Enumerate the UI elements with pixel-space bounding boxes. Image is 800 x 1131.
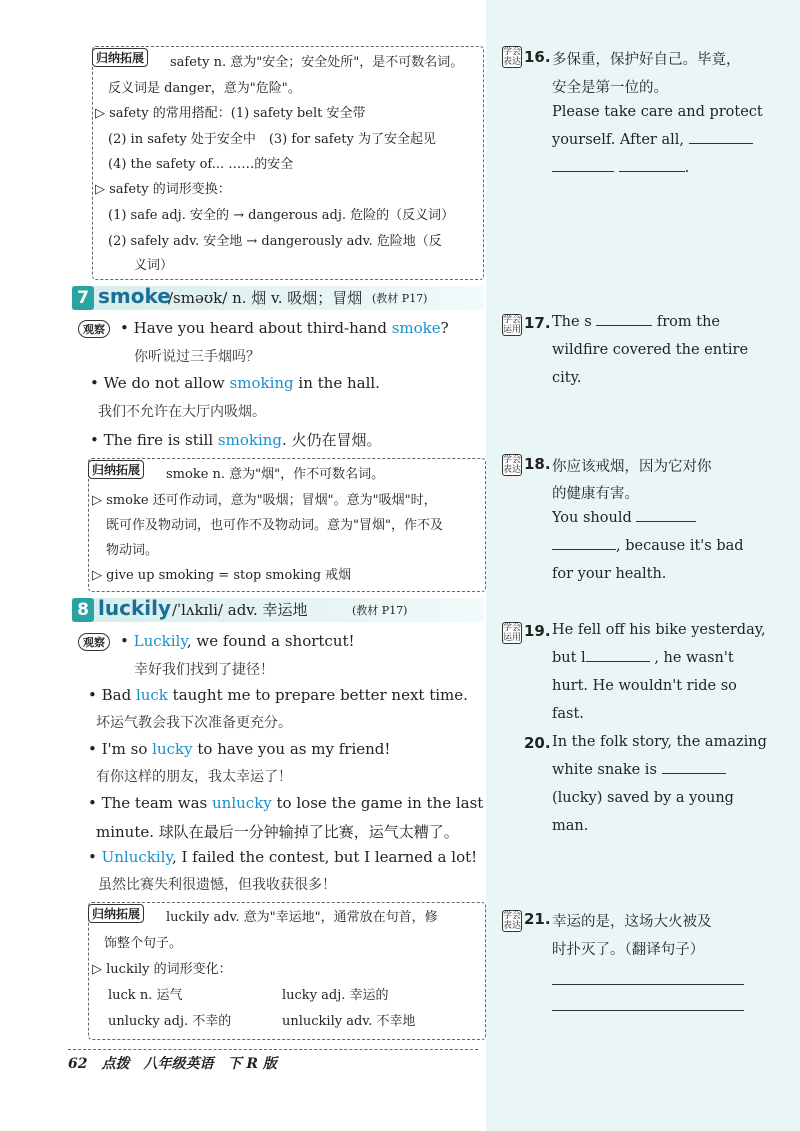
answer-blank[interactable] <box>552 171 614 172</box>
question-text: , because it's bad <box>552 538 744 554</box>
example-translation: 有你这样的朋友，我太幸运了！ <box>96 769 292 785</box>
question-text: You should <box>552 510 696 526</box>
question-text: yourself. After all, <box>552 132 753 148</box>
summary-line: ▷ give up smoking = stop smoking 戒烟 <box>92 568 352 583</box>
summary-line: (4) the safety of... ……的安全 <box>108 157 294 172</box>
entry-header-luckily <box>72 598 484 622</box>
answer-line[interactable] <box>552 1010 744 1011</box>
page-footer: 62 点拨 八年级英语 下 R 版 <box>68 1056 277 1072</box>
summary-line: lucky adj. 幸运的 <box>282 988 389 1003</box>
example-sentence: • Luckily, we found a shortcut! <box>120 632 355 650</box>
answer-blank[interactable] <box>586 661 650 662</box>
example-sentence: • Have you heard about third-hand smoke? <box>120 319 449 337</box>
question-text: hurt. He wouldn't ride so <box>552 678 737 694</box>
entry-number: 8 <box>72 598 94 622</box>
entry-number: 7 <box>72 286 94 310</box>
entry-phonetic: /sməʊk/ n. 烟 v. 吸烟；冒烟 <box>168 289 363 307</box>
question-text: Please take care and protect <box>552 104 763 120</box>
summary-line: luck n. 运气 <box>108 988 183 1003</box>
question-text: white snake is <box>552 762 726 778</box>
answer-line: . <box>552 160 689 176</box>
answer-line[interactable] <box>552 984 744 985</box>
question-number: 20. <box>524 734 551 752</box>
question-text: 多保重，保护好自己。毕竟， <box>552 52 741 68</box>
question-text: (lucky) saved by a young <box>552 790 734 806</box>
example-translation: 虽然比赛失利很遗憾，但我收获很多！ <box>98 877 336 893</box>
summary-line: unluckily adv. 不幸地 <box>282 1014 416 1029</box>
textbook-ref: (教材 P17) <box>352 604 408 617</box>
summary-line: 饰整个句子。 <box>104 936 183 951</box>
question-text: man. <box>552 818 589 834</box>
question-text: city. <box>552 370 582 386</box>
answer-blank[interactable] <box>619 171 685 172</box>
example-translation: 你听说过三手烟吗？ <box>134 349 260 365</box>
summary-line: 既可作及物动词，也可作不及物动词。意为"冒烟"，作不及 <box>106 518 443 533</box>
entry-word: luckily <box>98 596 171 620</box>
summary-line: (2) in safety 处于安全中 (3) for safety 为了安全起见 <box>108 132 436 147</box>
answer-blank[interactable] <box>596 325 652 326</box>
textbook-ref: (教材 P17) <box>372 292 428 305</box>
question-text: wildfire covered the entire <box>552 342 749 358</box>
question-number: 21. <box>524 910 551 928</box>
apply-icon: 学会运用 <box>503 623 522 643</box>
summary-line: smoke n. 意为"烟"，作不可数名词。 <box>166 467 385 482</box>
observe-badge: 观察 <box>78 320 110 338</box>
express-icon: 学会表达 <box>503 47 522 67</box>
example-sentence: • Bad luck taught me to prepare better next time. <box>88 686 468 704</box>
example-translation: 坏运气教会我下次准备更充分。 <box>96 715 292 731</box>
question-number: 16. <box>524 48 551 66</box>
question-text: 幸运的是，这场大火被及 <box>552 914 712 930</box>
question-text: 时扑灭了。（翻译句子） <box>552 942 705 958</box>
summary-tag: 归纳拓展 <box>88 904 144 923</box>
question-text: 的健康有害。 <box>552 486 639 502</box>
answer-blank[interactable] <box>662 773 726 774</box>
summary-tag: 归纳拓展 <box>88 460 144 479</box>
answer-blank[interactable] <box>689 143 753 144</box>
express-icon: 学会表达 <box>503 455 522 475</box>
footer-rule <box>68 1049 478 1050</box>
summary-line: 义词） <box>134 258 174 273</box>
question-number: 19. <box>524 622 551 640</box>
entry-word: smoke <box>98 284 171 308</box>
answer-blank[interactable] <box>552 549 616 550</box>
summary-line: safety n. 意为"安全；安全处所"，是不可数名词。 <box>170 55 464 70</box>
summary-line: unlucky adj. 不幸的 <box>108 1014 232 1029</box>
example-translation: 我们不允许在大厅内吸烟。 <box>98 404 266 420</box>
question-number: 18. <box>524 455 551 473</box>
question-text: 你应该戒烟，因为它对你 <box>552 459 712 475</box>
express-icon: 学会表达 <box>503 911 522 931</box>
question-text: He fell off his bike yesterday, <box>552 622 766 638</box>
example-sentence: • The fire is still smoking. 火仍在冒烟。 <box>90 431 382 449</box>
example-sentence-cont: minute. 球队在最后一分钟输掉了比赛，运气太糟了。 <box>96 823 459 841</box>
question-text: 安全是第一位的。 <box>552 80 668 96</box>
summary-line: ▷ safety 的词形变换： <box>95 182 231 197</box>
entry-phonetic: /ˈlʌkɪli/ adv. 幸运地 <box>172 601 308 619</box>
question-text: for your health. <box>552 566 667 582</box>
summary-line: ▷ luckily 的词形变化： <box>92 962 232 977</box>
question-text: In the folk story, the amazing <box>552 734 767 750</box>
question-text: but l , he wasn't <box>552 650 734 666</box>
example-translation: 幸好我们找到了捷径！ <box>134 662 274 678</box>
example-sentence: • Unluckily, I failed the contest, but I learned a lot! <box>88 848 478 866</box>
summary-line: ▷ smoke 还可作动词，意为"吸烟；冒烟"。意为"吸烟"时， <box>92 493 437 508</box>
summary-line: luckily adv. 意为"幸运地"，通常放在句首，修 <box>166 910 438 925</box>
example-sentence: • The team was unlucky to lose the game in the last <box>88 794 484 812</box>
summary-line: ▷ safety 的常用搭配：(1) safety belt 安全带 <box>95 106 366 121</box>
question-text: The s from the <box>552 314 721 330</box>
apply-icon: 学会运用 <box>503 315 522 335</box>
example-sentence: • We do not allow smoking in the hall. <box>90 374 380 392</box>
summary-line: 反义词是 danger，意为"危险"。 <box>108 81 301 96</box>
question-number: 17. <box>524 314 551 332</box>
observe-badge: 观察 <box>78 633 110 651</box>
answer-blank[interactable] <box>636 521 696 522</box>
summary-line: 物动词。 <box>106 543 159 558</box>
summary-tag: 归纳拓展 <box>92 48 148 67</box>
summary-line: (1) safe adj. 安全的 → dangerous adj. 危险的（反义词） <box>108 208 455 223</box>
summary-line: (2) safely adv. 安全地 → dangerously adv. 危险地（反 <box>108 234 442 249</box>
entry-header-smoke <box>72 286 484 310</box>
question-text: fast. <box>552 706 584 722</box>
example-sentence: • I'm so lucky to have you as my friend! <box>88 740 391 758</box>
